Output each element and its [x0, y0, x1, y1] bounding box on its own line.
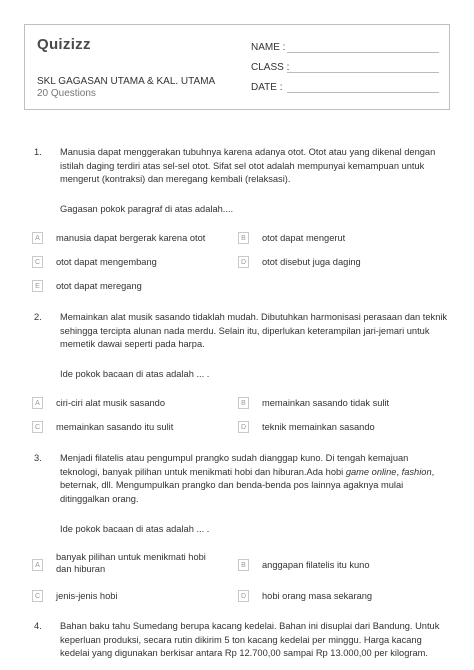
- option-letter-box: A: [32, 559, 43, 571]
- question-text: Memainkan alat musik sasando tidaklah mudah. Dibutuhkan harmonisasi perasaan dan teknik sehingga tercipta alunan nada merdu. Selain itu, diperlukan keterampilan jari-jemari untuk memetik dawai seperti pada harpa.: [60, 312, 448, 349]
- option-letter-box: E: [32, 280, 43, 292]
- option-text: otot disebut juga daging: [262, 257, 361, 267]
- option-letter-box: D: [238, 590, 249, 602]
- question-number: 2.: [34, 312, 42, 322]
- question-number: 4.: [34, 621, 42, 631]
- option-text: anggapan filatelis itu kuno: [262, 560, 370, 570]
- worksheet-title: SKL GAGASAN UTAMA & KAL. UTAMA: [37, 76, 216, 87]
- option-text: manusia dapat bergerak karena otot: [56, 233, 206, 243]
- worksheet-header: [24, 24, 450, 110]
- question-text: Manusia dapat menggerakan tubuhnya karena adanya otot. Otot atau yang dikenal dengan istilah daging terdiri atas sel-sel otot. Sifat sel otot adalah mempunyai kemampuan untuk mengerut (kontraksi) dan meregang kembali (relaksasi).: [60, 147, 436, 184]
- name-label: NAME :: [251, 42, 286, 53]
- question-count: 20 Questions: [37, 88, 96, 99]
- question-text: Bahan baku tahu Sumedang berupa kacang kedelai. Bahan ini disuplai dari Bandung. Untuk keperluan produksi, secara rutin dikirim 5 ton kacang kedelai per minggu. Harga kacang kedelai yang digunakan berkisar antara Rp 12.700,00 sampai Rp 13.000,00 per kilogram.: [60, 621, 440, 658]
- option-text: otot dapat mengerut: [262, 233, 346, 243]
- option-letter-box: B: [238, 232, 249, 244]
- question-number: 1.: [34, 147, 42, 157]
- option-letter-box: C: [32, 590, 43, 602]
- question-2: [34, 311, 446, 391]
- italic-term: fashion: [401, 466, 432, 477]
- class-field: [251, 62, 289, 73]
- question-prompt: Ide pokok bacaan di atas adalah ... .: [60, 524, 210, 534]
- question-number: 3.: [34, 453, 42, 463]
- class-label: CLASS :: [251, 62, 290, 73]
- option-letter-box: A: [32, 232, 43, 244]
- option-letter-box: C: [32, 421, 43, 433]
- option-text: ciri-ciri alat musik sasando: [56, 398, 166, 408]
- option-letter-box: B: [238, 559, 249, 571]
- name-field: [251, 42, 285, 53]
- date-field: [251, 82, 282, 93]
- option-letter-box: A: [32, 397, 43, 409]
- option-letter-box: D: [238, 421, 249, 433]
- option-text: hobi orang masa sekarang: [262, 591, 373, 601]
- option-text: teknik memainkan sasando: [262, 422, 375, 432]
- option-letter-box: B: [238, 397, 249, 409]
- question-4: [34, 620, 446, 670]
- option-text: memainkan sasando itu sulit: [56, 422, 174, 432]
- name-line: [287, 52, 439, 53]
- option-text: banyak pilihan untuk menikmati hobi dan hiburan: [56, 552, 206, 574]
- option-text: otot dapat meregang: [56, 281, 142, 291]
- option-text: jenis-jenis hobi: [56, 591, 118, 601]
- date-label: DATE :: [251, 82, 283, 93]
- question-prompt: Ide pokok bacaan di atas adalah ... .: [60, 369, 210, 379]
- question-text: Menjadi filatelis atau pengumpul prangko sudah dianggap kuno. Di tengah kemajuan teknologi, banyak pilihan untuk menikmati hobi dan hiburan.Ada hobi game online, fashion, beternak, dll. Mengumpulkan prangko dan benda-benda pos lainnya agaknya mulai ditinggalkan orang.: [60, 453, 435, 504]
- question-3: [34, 452, 446, 542]
- quizizz-logo: Quizizz: [37, 36, 91, 53]
- italic-term: game online: [345, 466, 397, 477]
- option-text: memainkan sasando tidak sulit: [262, 398, 390, 408]
- class-line: [287, 72, 439, 73]
- option-letter-box: C: [32, 256, 43, 268]
- question-prompt: Gagasan pokok paragraf di atas adalah....: [60, 204, 234, 214]
- date-line: [287, 92, 439, 93]
- option-text: otot dapat mengembang: [56, 257, 157, 267]
- option-letter-box: D: [238, 256, 249, 268]
